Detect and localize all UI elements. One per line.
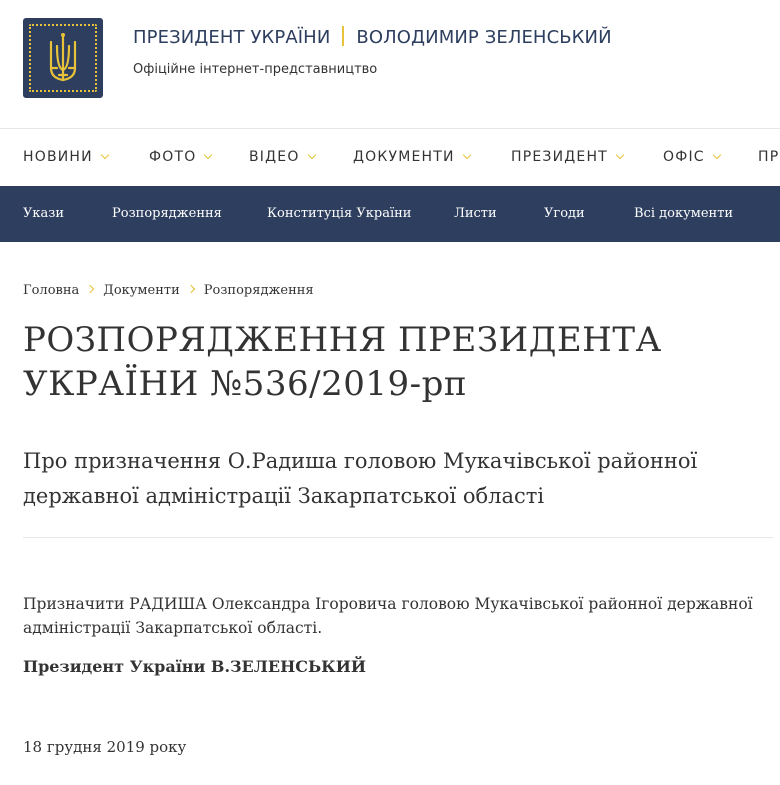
- document-body: Призначити РАДИША Олександра Ігоровича головою Мукачівської районної державної адміністрації Закарпатської області.: [23, 595, 753, 637]
- chevron-down-icon: [307, 151, 315, 159]
- subnav-item-agreements[interactable]: Угоди: [544, 206, 585, 221]
- main-nav-label: НОВИНИ: [23, 149, 93, 165]
- chevron-down-icon: [204, 151, 212, 159]
- subnav-item-all-documents[interactable]: Всі документи: [634, 206, 734, 221]
- main-nav-item-more[interactable]: [758, 149, 779, 165]
- chevron-down-icon: [101, 151, 109, 159]
- site-title-left[interactable]: ПРЕЗИДЕНТ УКРАЇНИ: [133, 27, 331, 48]
- site-logo[interactable]: [23, 18, 103, 98]
- main-nav-label: ДОКУМЕНТИ: [353, 149, 455, 165]
- main-nav-label: ФОТО: [149, 149, 197, 165]
- main-nav-item-president[interactable]: [511, 149, 623, 165]
- document-date: 18 грудня 2019 року: [23, 738, 187, 756]
- subnav-item-decrees[interactable]: Укази: [23, 206, 65, 221]
- main-nav-item-news[interactable]: [23, 149, 108, 165]
- main-nav-item-documents[interactable]: [353, 149, 470, 165]
- page-title: РОЗПОРЯДЖЕННЯ ПРЕЗИДЕНТА УКРАЇНИ №536/2019-рп: [23, 320, 662, 404]
- subnav-item-constitution[interactable]: Конституція України: [267, 206, 412, 221]
- divider: [23, 537, 773, 538]
- main-nav-label: ПР: [758, 149, 780, 165]
- main-nav-item-video[interactable]: [249, 149, 315, 165]
- site-title[interactable]: [133, 26, 612, 48]
- chevron-right-icon: [187, 285, 195, 293]
- breadcrumb: [23, 283, 314, 298]
- main-nav-item-photo[interactable]: [149, 149, 211, 165]
- chevron-down-icon: [713, 151, 721, 159]
- main-nav-label: ОФІС: [663, 149, 705, 165]
- title-separator: [342, 26, 344, 46]
- chevron-down-icon: [616, 151, 624, 159]
- trident-emblem-icon: [23, 18, 103, 98]
- documents-subnav: [0, 186, 780, 242]
- main-nav-label: ВІДЕО: [249, 149, 300, 165]
- main-nav-label: ПРЕЗИДЕНТ: [511, 149, 608, 165]
- site-header: [0, 0, 780, 129]
- breadcrumb-home[interactable]: Головна: [23, 283, 80, 298]
- breadcrumb-current[interactable]: Розпорядження: [203, 283, 314, 298]
- chevron-down-icon: [462, 151, 470, 159]
- document-signature: Президент України В.ЗЕЛЕНСЬКИЙ: [23, 657, 366, 676]
- main-nav-item-office[interactable]: [663, 149, 720, 165]
- subnav-item-letters[interactable]: Листи: [454, 206, 497, 221]
- site-title-right[interactable]: ВОЛОДИМИР ЗЕЛЕНСЬКИЙ: [356, 27, 612, 48]
- main-nav: [0, 129, 780, 185]
- breadcrumb-documents[interactable]: Документи: [103, 283, 180, 298]
- site-subtitle: Офіційне інтернет-представництво: [133, 62, 378, 77]
- document-subtitle: Про призначення О.Радиша головою Мукачівської районної державної адміністрації Закарпатської області: [23, 449, 698, 508]
- chevron-right-icon: [86, 285, 94, 293]
- subnav-item-orders[interactable]: Розпорядження: [112, 206, 222, 221]
